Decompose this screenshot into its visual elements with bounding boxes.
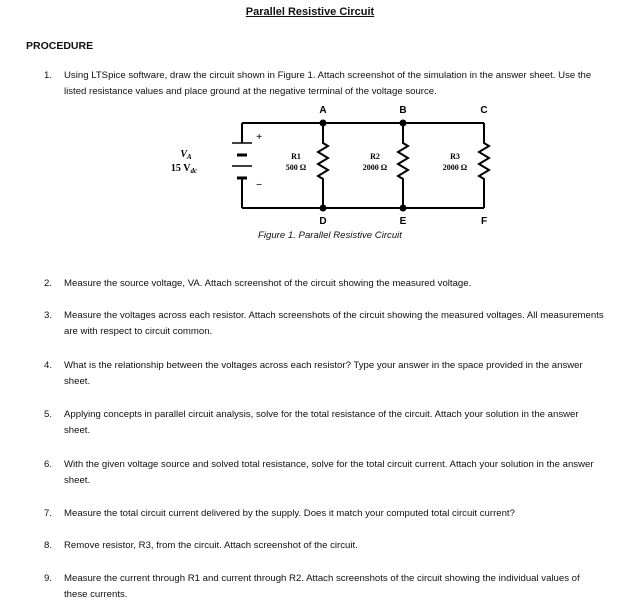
item-number: 7. [44,508,53,519]
document-title: Parallel Resistive Circuit [245,6,375,18]
item-number: 5. [44,409,53,420]
node-b-dot [400,120,407,127]
node-d-dot [320,205,327,212]
item-number: 9. [44,573,53,584]
item-number: 2. [44,278,53,289]
node-a-label: A [319,105,327,116]
r1-value: 500 Ω [285,163,307,172]
r2-value: 2000 Ω [362,163,388,172]
r2-name: R2 [370,152,380,161]
item-text: What is the relationship between the voltages across each resistor? Type your answer in the space provided in the answer sheet. [64,360,583,387]
item-number: 1. [44,70,53,81]
item-text: Measure the total circuit current delivered by the supply. Does it match your computed total circuit current? [64,508,515,519]
node-c-label: C [480,105,488,116]
source-plus: + [256,131,263,143]
item-text: Measure the voltages across each resistor. Attach screenshots of the circuit showing the measured voltages. All measurements are with respect to circuit common. [64,310,604,337]
item-text: Measure the current through R1 and current through R2. Attach screenshots of the circuit showing the individual values of these currents. [64,573,580,600]
figure-caption: Figure 1. Parallel Resistive Circuit [258,230,402,241]
item-number: 8. [44,540,53,551]
r3-value: 2000 Ω [442,163,468,172]
section-heading: PROCEDURE [26,40,94,52]
node-a-dot [320,120,327,127]
item-text: Using LTSpice software, draw the circuit shown in Figure 1. Attach screenshot of the simulation in the answer sheet. Use the listed resistance values and place ground at the negative terminal of the voltage source. [64,70,592,97]
circuit-diagram [0,98,620,238]
item-text: Measure the source voltage, VA. Attach screenshot of the circuit showing the measured voltage. [64,278,472,289]
node-e-dot [400,205,407,212]
source-label: $V_A$ [180,149,192,161]
source-value: 15 $V_{dc}$ [170,163,198,175]
item-number: 6. [44,459,53,470]
r1-name: R1 [291,152,301,161]
node-d-label: D [319,216,327,227]
resistor-r1-symbol [318,123,328,208]
item-number: 4. [44,360,53,371]
node-f-label: F [480,216,488,227]
item-text: Applying concepts in parallel circuit analysis, solve for the total resistance of the circuit. Attach your solution in the answer sheet. [64,409,579,436]
item-text: Remove resistor, R3, from the circuit. Attach screenshot of the circuit. [64,540,358,551]
node-b-label: B [399,105,407,116]
item-text: With the given voltage source and solved total resistance, solve for the total circuit current. Attach your solution in the answer sheet. [64,459,594,486]
source-minus: − [256,179,263,191]
r3-name: R3 [450,152,460,161]
node-e-label: E [399,216,407,227]
resistor-r2-symbol [398,123,408,208]
resistor-r3-symbol [479,123,489,208]
item-number: 3. [44,310,53,321]
